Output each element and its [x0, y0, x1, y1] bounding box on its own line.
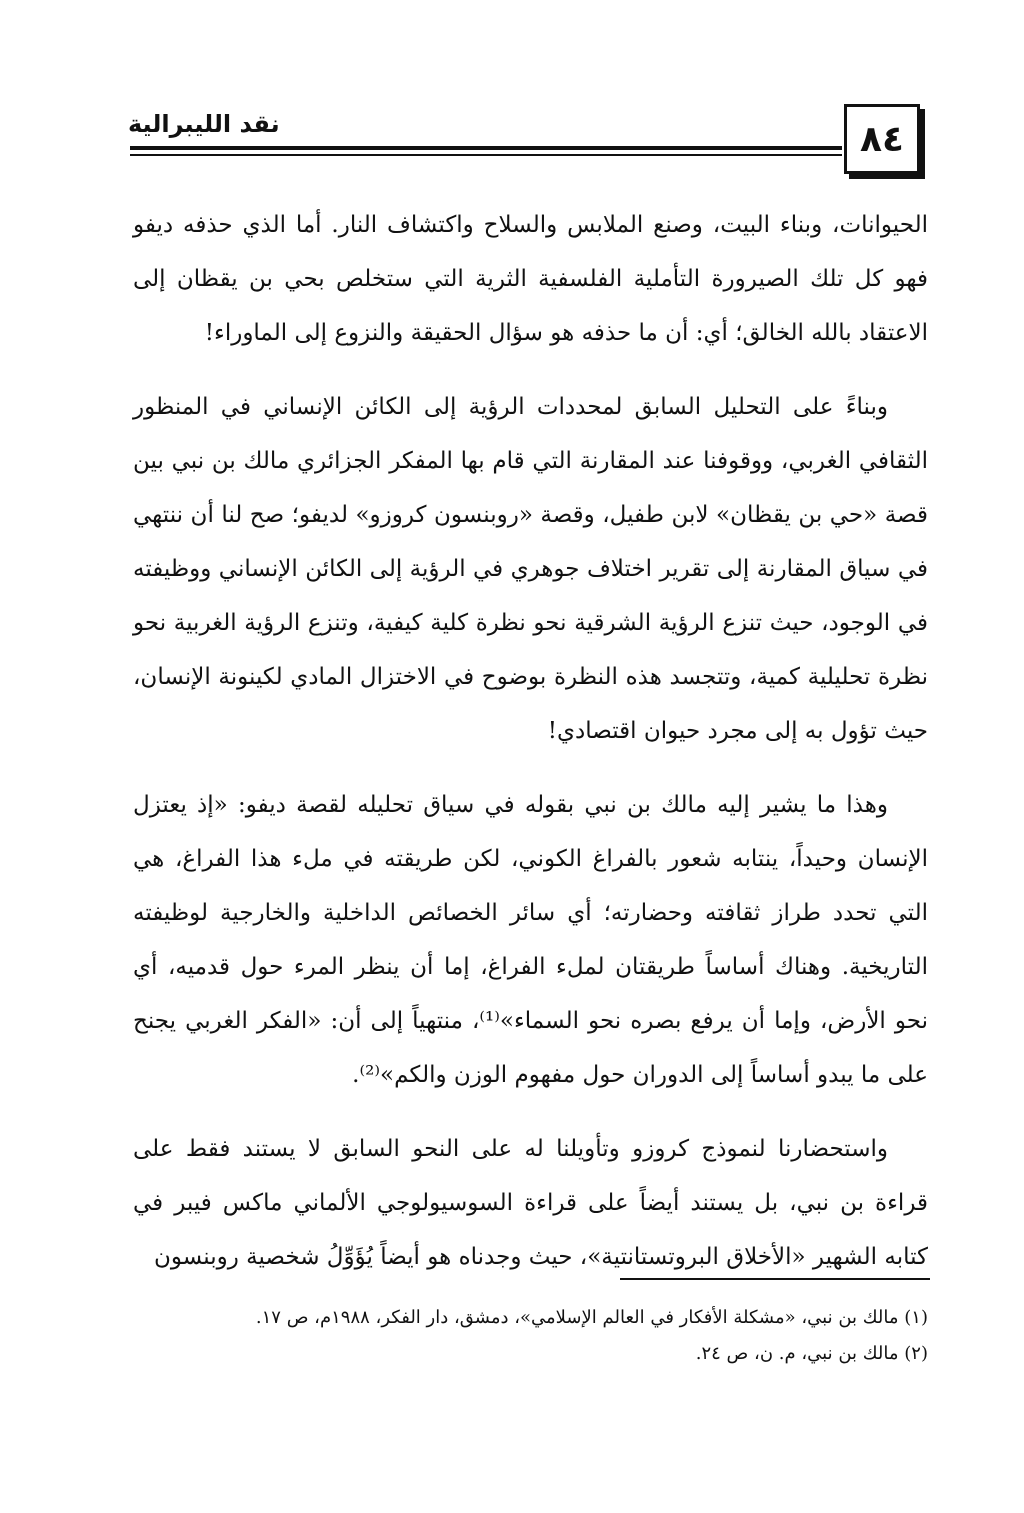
footnote-separator — [620, 1278, 930, 1280]
paragraph-2: وبناءً على التحليل السابق لمحددات الرؤية إلى الكائن الإنساني في المنظور الثقافي الغربي، ووقوفنا عند المقارنة التي قام بها المفكر الجزائري مالك بن نبي بين قصة «حي بن يقظان» لابن طفيل، وقصة «روبنسون كروزو» لديفو؛ صح لنا أن ننتهي في سياق المقارنة إلى تقرير اختلاف جوهري في الرؤية إلى الكائن الإنساني ووظيفته في الوجود، حيث تنزع الرؤية الشرقية نحو نظرة كلية كيفية، وتنزع الرؤية الغربية نحو نظرة تحليلية كمية، وتتجسد هذه النظرة بوضوح في الاختزال المادي لكينونة الإنسان، حيث تؤول به إلى مجرد حيوان اقتصادي! — [133, 394, 928, 744]
header-rule-thin — [130, 154, 842, 156]
paragraph-4: واستحضارنا لنموذج كروزو وتأويلنا له على النحو السابق لا يستند فقط على قراءة بن نبي، بل يستند أيضاً على قراءة السوسيولوجي الألماني ماكس فيبر في كتابه الشهير «الأخلاق البروتستانتية»، حيث وجدناه هو أيضاً يُؤَوِّلُ شخصية روبنسون — [133, 1136, 928, 1270]
header-rule-thick — [130, 146, 842, 150]
footnote-2: (٢) مالك بن نبي، م. ن، ص ٢٤. — [695, 1343, 928, 1364]
footnotes — [133, 1300, 928, 1372]
paragraph-1: الحيوانات، وبناء البيت، وصنع الملابس والسلاح واكتشاف النار. أما الذي حذفه ديفو فهو كل تلك الصيرورة التأملية الفلسفية الثرية التي ستخلص بحي بن يقظان إلى الاعتقاد بالله الخالق؛ أي: أن ما حذفه هو سؤال الحقيقة والنزوع إلى الماوراء! — [133, 212, 928, 346]
running-header-title: نقد الليبرالية — [128, 110, 280, 138]
body-text — [133, 198, 928, 1304]
footnote-1: (١) مالك بن نبي، «مشكلة الأفكار في العالم الإسلامي»، دمشق، دار الفكر، ١٩٨٨م، ص ١٧. — [255, 1307, 928, 1328]
page-number: ٨٤ — [844, 104, 920, 174]
paragraph-3: وهذا ما يشير إليه مالك بن نبي بقوله في سياق تحليله لقصة ديفو: «إذ يعتزل الإنسان وحيداً، ينتابه شعور بالفراغ الكوني، لكن طريقته في ملء هذا الفراغ، هي التي تحدد طراز ثقافته وحضارته؛ أي سائر الخصائص الداخلية والخارجية لوظيفته التاريخية. وهناك أساساً طريقتان لملء الفراغ، إما أن ينظر المرء حول قدميه، أي نحو الأرض، وإما أن يرفع بصره نحو السماء»⁽¹⁾، منتهياً إلى أن: «الفكر الغربي يجنح على ما يبدو أساساً إلى الدوران حول مفهوم الوزن والكم»⁽²⁾. — [133, 792, 929, 1088]
